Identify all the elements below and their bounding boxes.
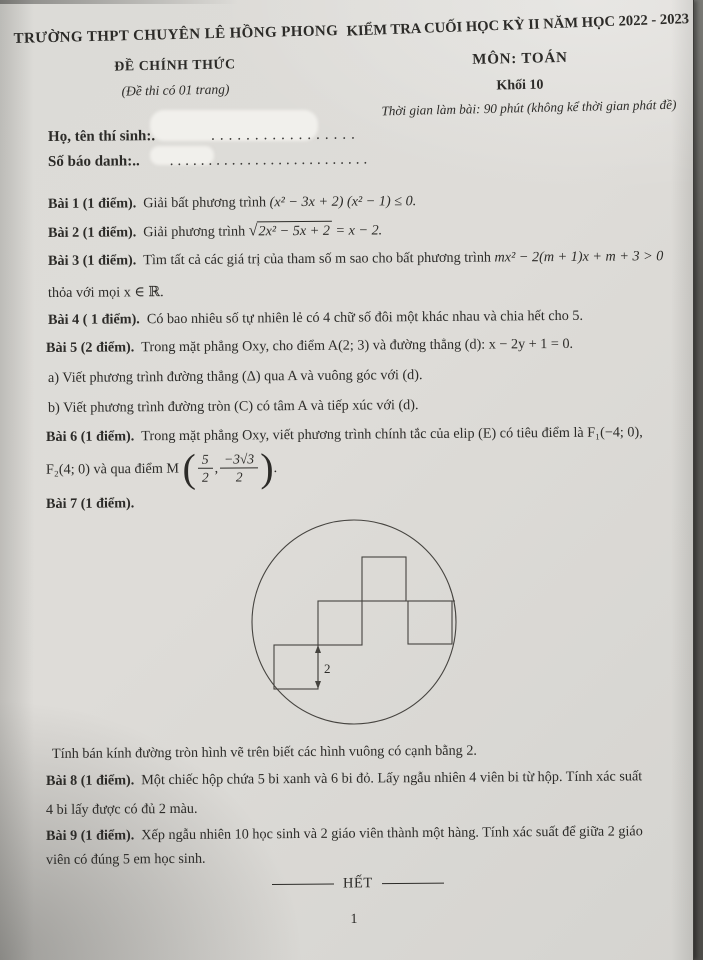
problem-3-label: Bài 3 (1 điểm). bbox=[47, 252, 137, 269]
dotted-line: ................. bbox=[211, 126, 360, 144]
sqrt-sign: √ bbox=[248, 222, 258, 240]
figure-square-top bbox=[362, 557, 406, 601]
open-paren: ( bbox=[182, 445, 197, 491]
figure-circle bbox=[252, 520, 456, 724]
student-id-label: Số báo danh:.. bbox=[47, 153, 140, 170]
student-name-line bbox=[48, 127, 360, 146]
page-number: 1 bbox=[350, 911, 358, 927]
exam-figure bbox=[240, 505, 470, 740]
exam-title: KIỂM TRA CUỐI HỌC KỲ II NĂM HỌC 2022 - 2023 bbox=[346, 11, 690, 40]
problem-3 bbox=[48, 248, 663, 270]
problem-5-label: Bài 5 (2 điểm). bbox=[45, 339, 135, 356]
sqrt-radicand: 2x² − 5x + 2 bbox=[257, 221, 332, 240]
problem-1-math: (x² − 3x + 2) (x² − 1) ≤ 0. bbox=[269, 193, 417, 211]
problem-2-text: Giải phương trình bbox=[143, 223, 246, 241]
problem-3-continued bbox=[48, 284, 164, 302]
student-name-label: Họ, tên thí sinh:. bbox=[47, 128, 156, 145]
fraction-1-numerator: 5 bbox=[198, 451, 213, 469]
problem-6-text: Trong mặt phẳng Oxy, viết phương trình chính tắc của elip (E) có tiêu điểm là F₁(−4; 0), bbox=[141, 424, 643, 445]
dotted-line: .......................... bbox=[169, 151, 372, 170]
problem-7 bbox=[46, 495, 141, 513]
period: . bbox=[273, 459, 278, 476]
problem-7-label: Bài 7 (1 điểm). bbox=[45, 495, 135, 512]
figure-square-middle bbox=[318, 601, 362, 645]
problem-5 bbox=[46, 336, 573, 357]
end-marker-line bbox=[272, 875, 444, 893]
problem-9-text2: viên có đúng 5 em học sinh. bbox=[45, 850, 206, 868]
exam-subject: MÔN: TOÁN bbox=[472, 49, 568, 68]
problem-6-label: Bài 6 (1 điểm). bbox=[45, 428, 135, 445]
fraction-1-denominator: 2 bbox=[201, 469, 209, 486]
problem-9 bbox=[46, 823, 643, 845]
problem-7-caption bbox=[52, 743, 477, 763]
problem-3-math: mx² − 2(m + 1)x + m + 3 > 0 bbox=[494, 248, 664, 266]
problem-9-continued bbox=[46, 851, 206, 869]
fraction-2-denominator: 2 bbox=[235, 469, 243, 485]
arrowhead-up-icon bbox=[315, 645, 321, 653]
fraction-2 bbox=[220, 451, 258, 485]
problem-5-text: Trong mặt phẳng Oxy, cho điểm A(2; 3) và đường thẳng (d): x − 2y + 1 = 0. bbox=[141, 335, 574, 356]
problem-4-text: Có bao nhiêu số tự nhiên lẻ có 4 chữ số đôi một khác nhau và chia hết cho 5. bbox=[146, 307, 584, 328]
problem-2-label: Bài 2 (1 điểm). bbox=[47, 224, 137, 241]
problem-2-math bbox=[249, 223, 332, 240]
problem-3-text: Tìm tất cả các giá trị của tham số m sao cho bất phương trình bbox=[143, 249, 492, 269]
close-paren: ) bbox=[260, 444, 274, 491]
problem-5-item-a bbox=[48, 367, 423, 387]
problem-8 bbox=[46, 768, 642, 790]
problem-4-label: Bài 4 ( 1 điểm). bbox=[47, 311, 140, 328]
pages-note: (Đề thi có 01 trang) bbox=[121, 81, 230, 99]
problem-2 bbox=[48, 221, 382, 242]
problem-8-text: Một chiếc hộp chứa 5 bi xanh và 6 bi đỏ. Lấy ngẫu nhiên 4 viên bi từ hộp. Tính xác suất bbox=[141, 768, 643, 789]
figure-square-bottom-left bbox=[274, 645, 318, 689]
problem-1-text: Giải bất phương trình bbox=[143, 194, 267, 212]
exam-duration: Thời gian làm bài: 90 phút (không kể thời gian phát đề) bbox=[381, 96, 677, 119]
student-id-line bbox=[48, 151, 371, 171]
problem-5b-text: b) Viết phương trình đường tròn (C) có tâm A và tiếp xúc với (d). bbox=[47, 397, 419, 416]
problem-3-text2: thỏa với mọi x ∈ ℝ. bbox=[47, 284, 164, 301]
arrowhead-down-icon bbox=[315, 681, 321, 689]
official-exam-stamp: ĐỀ CHÍNH THỨC bbox=[114, 56, 236, 74]
problem-9-text: Xếp ngẫu nhiên 10 học sinh và 2 giáo viên thành một hàng. Tính xác suất để giữa 2 giáo bbox=[141, 823, 643, 844]
end-marker-text: HẾT bbox=[342, 875, 373, 892]
problem-1 bbox=[48, 193, 416, 213]
problem-5-item-b bbox=[48, 397, 419, 417]
exam-grade: Khối 10 bbox=[496, 77, 544, 94]
problem-1-label: Bài 1 (1 điểm). bbox=[47, 195, 137, 212]
problem-2-rhs: = x − 2. bbox=[335, 222, 383, 239]
end-dash-right bbox=[382, 883, 444, 884]
problem-5a-text: a) Viết phương trình đường thẳng (Δ) qua A và vuông góc với (d). bbox=[47, 367, 423, 386]
problem-9-label: Bài 9 (1 điểm). bbox=[45, 827, 135, 844]
end-dash-left bbox=[272, 884, 334, 885]
problem-8-text2: 4 bi lấy được có đủ 2 màu. bbox=[45, 800, 198, 818]
problem-8-continued bbox=[46, 801, 198, 819]
problem-7-caption-text: Tính bán kính đường tròn hình vẽ trên biết các hình vuông có cạnh bằng 2. bbox=[51, 742, 477, 762]
fraction-1 bbox=[198, 451, 213, 485]
problem-4 bbox=[48, 308, 583, 329]
problem-6-continued bbox=[46, 444, 277, 492]
figure-square-right bbox=[408, 601, 452, 644]
school-name: TRƯỜNG THPT CHUYÊN LÊ HỒNG PHONG bbox=[13, 23, 339, 47]
fraction-2-numerator: −3√3 bbox=[220, 451, 258, 469]
dimension-label: 2 bbox=[324, 661, 331, 676]
problem-6-text2: F₂(4; 0) và qua điểm M bbox=[45, 460, 180, 478]
problem-6 bbox=[46, 424, 643, 446]
problem-8-label: Bài 8 (1 điểm). bbox=[45, 772, 135, 789]
comma: , bbox=[214, 460, 219, 477]
